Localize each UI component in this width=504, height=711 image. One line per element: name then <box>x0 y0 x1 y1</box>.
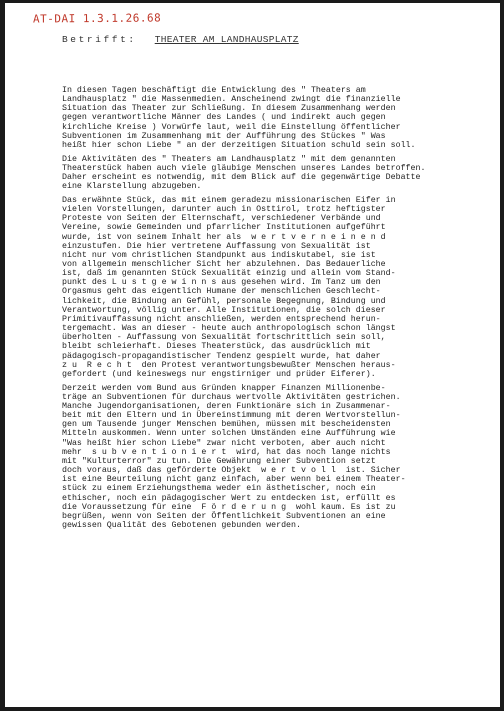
scan-border-left <box>0 0 5 711</box>
subject-label: Betrifft: <box>62 34 137 45</box>
paragraph-2: Die Aktivitäten des " Theaters am Landhausplatz " mit dem genannten Theaterstück haben auch viele gläubige Menschen unseres Landes betroffen. Daher erscheint es notwendig, mit dem Blick auf die gegenwärtige Debatte eine Klarstellung abzugeben. <box>62 154 426 192</box>
letter-body <box>62 86 482 535</box>
scan-border-top <box>0 0 504 3</box>
scan-border-bottom <box>0 707 504 711</box>
subject-line <box>62 34 299 45</box>
subject-title: THEATER AM LANDHAUSPLATZ <box>154 34 299 45</box>
scan-border-right <box>500 0 504 711</box>
paragraph-1: In diesen Tagen beschäftigt die Entwicklung des " Theaters am Landhausplatz " die Massenmedien. Anscheinend zwingt die finanzielle Situation das Theater zur Schließung. In diesem Zusammenhang werden gegen verantwortliche Männer des Landes ( und indirekt auch gegen kirchliche Kreise ) Vorwürfe laut, weil die Einstellung öffentlicher Subventionen im Zusammenhang mit der Aufführung des Stückes " Was heißt hier schon Liebe " an der derzeitigen Situation schuld sein soll. <box>62 86 416 150</box>
paragraph-3: Das erwähnte Stück, das mit einem geradezu missionarischen Eifer in vielen Vorstellungen, darunter auch in Osttirol, trotz heftigster Proteste von Seiten der Elternschaft, verschiedener Verbände und Vereine, sowie Gemeinden und pfarrlicher Institutionen aufgeführt wurde, ist von seinem Inhalt her als w e r t v e r n e i n e n d einzustufen. Die hier vertretene Auffassung von Sexualität ist nicht nur vom christlichen Standpunkt aus indiskutabel, sie ist von allgemein menschlicher Sicht her abzulehnen. Das Bedauerliche ist, daß im genannten Stück Sexualität einzig und allein vom Stand- punkt des L u s t g e w i n n s aus gesehen wird. Im Tanz um den Orgasmus geht das eigentlich Humane der menschlichen Geschlecht- lichkeit, die Bindung an Gefühl, personale Begegnung, Bindung und Verantwortung, völlig unter. Alle Institutionen, die solch dieser Primitivauffassung nicht anschließen, werden entsprechend herun- tergemacht. Was an dieser - heute auch anthropologisch schon längst überholten - Auffassung von Sexualität fortschrittlich sein soll, bleibt schleierhaft. Dieses Theaterstück, das ausdrücklich mit pädagogisch-propagandistischer Tendenz gespielt wurde, hat daher z u R e c h t den Protest verantwortungsbewußter Menschen heraus- gefordert (und keineswegs nur engstirniger und prüder Eiferer). <box>62 195 396 379</box>
archive-stamp: AT-DAI 1.3.1.26.68 <box>32 11 162 26</box>
paragraph-4: Derzeit werden vom Bund aus Gründen knapper Finanzen Millionenbe- träge an Subventionen für durchaus wertvolle Aktivitäten gestrichen. Manche Jugendorganisationen, deren Funktionäre sich in Zusammenar- beit mit den Eltern und in Übereinstimmung mit deren Wertvorstellun- gen um Tausende junger Menschen bemühen, müssen mit bescheidensten Mitteln auskommen. Wenn unter solchen Umständen eine Aufführung wie "Was heißt hier schon Liebe" zwar nicht verboten, aber auch nicht mehr s u b v e n t i o n i e r t wird, hat das noch lange nichts mit "Kulturterror" zu tun. Die Gewährung einer Subvention setzt doch voraus, daß das geförderte Objekt w e r t v o l l ist. Sicher ist eine Beurteilung nicht ganz einfach, aber wenn bei einem Theater- stück zu einem Erziehungsthema weder ein ästhetischer, noch ein ethischer, noch ein pädagogischer Wert zu entdecken ist, erfüllt es die Voraussetzung für eine F ö r d e r u n g wohl kaum. Es ist zu begrüßen, wenn von Seiten der Öffentlichkeit Subventionen an eine gewissen Qualität des Gebotenen gebunden werden. <box>62 383 406 530</box>
